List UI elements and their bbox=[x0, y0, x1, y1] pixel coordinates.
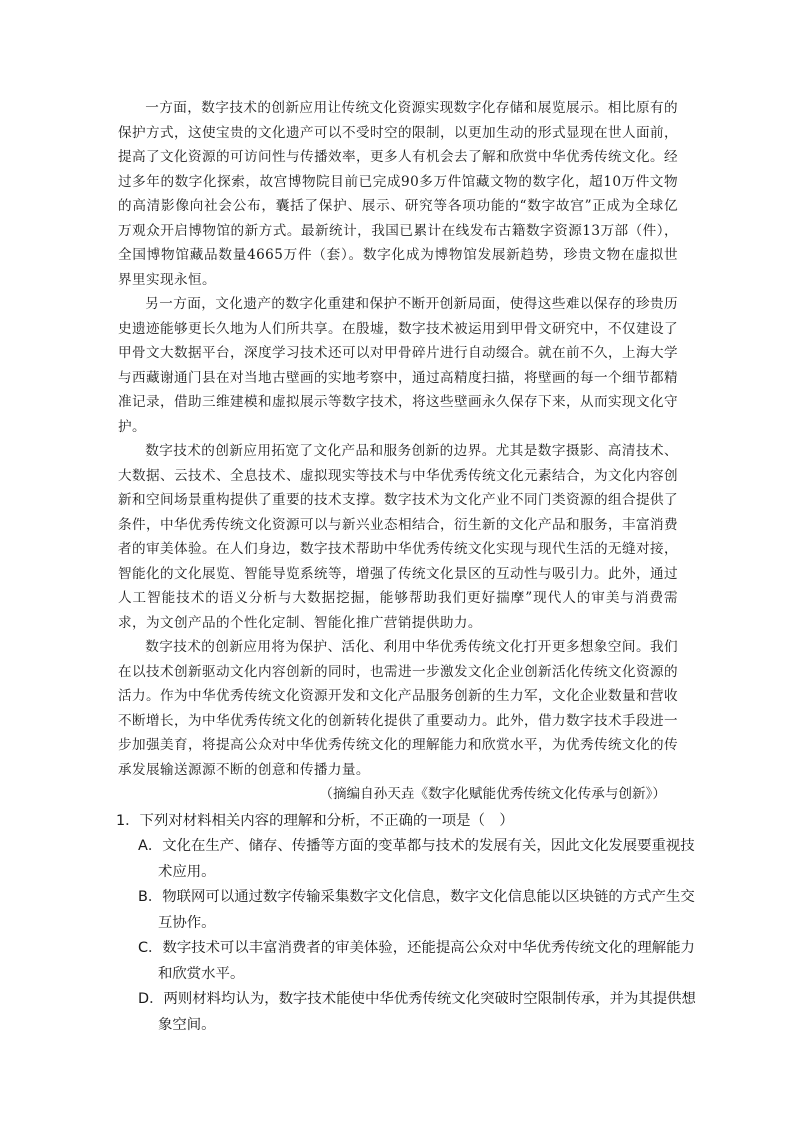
document-body bbox=[116, 96, 696, 1038]
article-paragraph-1: 一方面，数字技术的创新应用让传统文化资源实现数字化存储和展览展示。相比原有的保护方式，这使宝贵的文化遗产可以不受时空的限制，以更加生动的形式显现在世人面前，提高了文化资源的可访问性与传播效率，更多人有机会去了解和欣赏中华优秀传统文化。经过多年的数字化探索，故宫博物院目前已完成90多万件馆藏文物的数字化，超10万件文物的高清影像向社会公布，囊括了保护、展示、研究等各项功能的“数字故宫”正成为全球亿万观众开启博物馆的新方式。最新统计，我国已累计在线发布古籍数字资源13万部（件），全国博物馆藏品数量4665万件（套）。数字化成为博物馆发展新趋势，珍贵文物在虚拟世界里实现永恒。 bbox=[118, 100, 678, 288]
option-c: C．数字技术可以丰富消费者的审美体验，还能提高公众对中华优秀传统文化的理解能力和欣赏水平。 bbox=[138, 940, 695, 982]
article-paragraph-4: 数字技术的创新应用将为保护、活化、利用中华优秀传统文化打开更多想象空间。我们在以技术创新驱动文化内容创新的同时，也需进一步激发文化企业创新活化传统文化资源的活力。作为中华优秀传统文化资源开发和文化产品服务创新的生力军，文化企业数量和营收不断增长，为中华优秀传统文化的创新转化提供了重要动力。此外，借力数字技术手段进一步加强美育，将提高公众对中华优秀传统文化的理解能力和欣赏水平，为优秀传统文化的传承发展输送源源不断的创意和传播力量。 bbox=[118, 639, 678, 778]
option-b: B．物联网可以通过数字传输采集数字文化信息，数字文化信息能以区块链的方式产生交互协作。 bbox=[138, 889, 695, 931]
question-1 bbox=[116, 809, 696, 1039]
article bbox=[118, 96, 678, 807]
question-stem: 1．下列对材料相关内容的理解和分析，不正确的一项是（ ） bbox=[116, 812, 514, 829]
article-source: （摘编自孙天垚《数字化赋能优秀传统文化传承与创新》） bbox=[319, 786, 666, 802]
article-paragraph-2: 另一方面，文化遗产的数字化重建和保护不断开创新局面，使得这些难以保存的珍贵历史遗迹能够更长久地为人们所共享。在殷墟，数字技术被运用到甲骨文研究中，不仅建设了甲骨文大数据平台，深度学习技术还可以对甲骨碎片进行自动缀合。就在前不久，上海大学与西藏谢通门县在对当地古壁画的实地考察中，通过高精度扫描，将壁画的每一个细节都精准记录，借助三维建模和虚拟展示等数字技术，将这些壁画永久保存下来，从而实现文化守护。 bbox=[118, 296, 678, 435]
article-paragraph-3: 数字技术的创新应用拓宽了文化产品和服务创新的边界。尤其是数字摄影、高清技术、大数据、云技术、全息技术、虚拟现实等技术与中华优秀传统文化元素结合，为文化内容创新和空间场景重构提供了重要的技术支撑。数字技术为文化产业不同门类资源的组合提供了条件，中华优秀传统文化资源可以与新兴业态相结合，衍生新的文化产品和服务，丰富消费者的审美体验。在人们身边，数字技术帮助中华优秀传统文化实现与现代生活的无缝对接，智能化的文化展览、智能导览系统等，增强了传统文化景区的互动性与吸引力。此外，通过人工智能技术的语义分析与大数据挖掘，能够帮助我们更好揣摩”现代人的审美与消费需求，为文创产品的个性化定制、智能化推广营销提供助力。 bbox=[118, 443, 678, 631]
option-d: D．两则材料均认为，数字技术能使中华优秀传统文化突破时空限制传承，并为其提供想象空间。 bbox=[138, 991, 696, 1033]
option-a: A．文化在生产、储存、传播等方面的变革都与技术的发展有关，因此文化发展要重视技术应用。 bbox=[138, 838, 695, 880]
